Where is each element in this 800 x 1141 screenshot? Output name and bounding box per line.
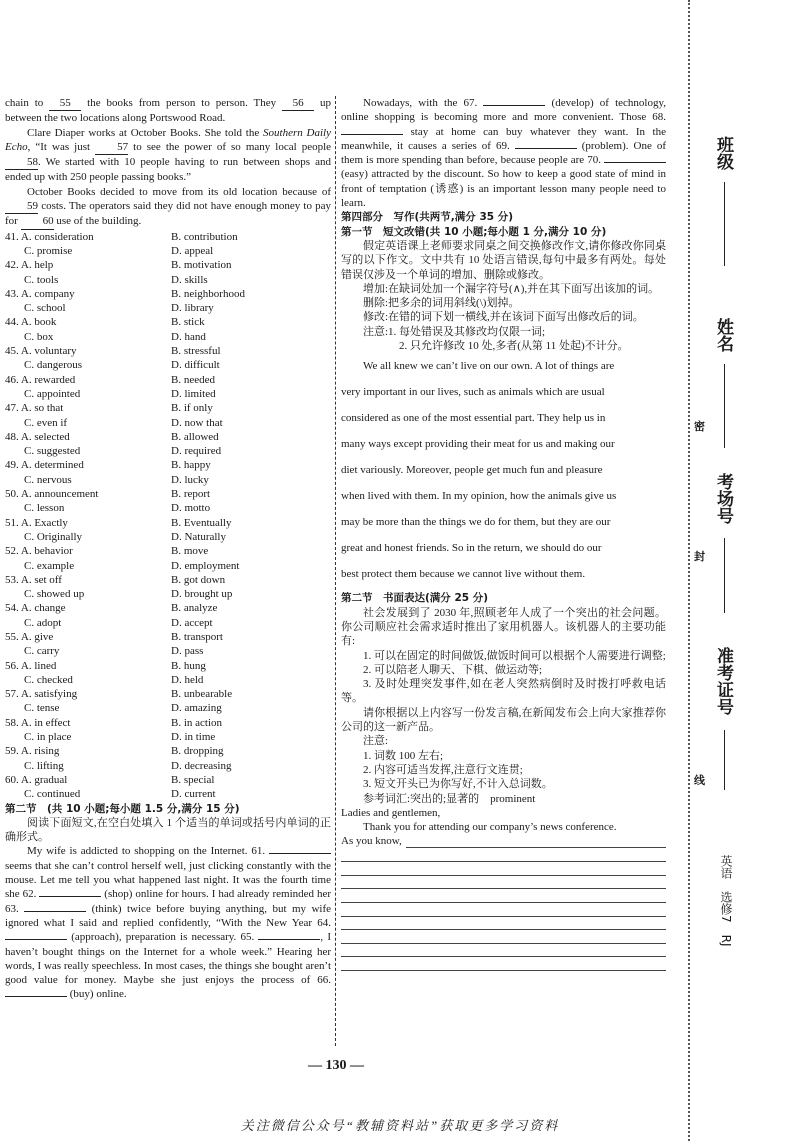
option-group bbox=[5, 230, 331, 259]
answer-option[interactable]: B. dropping bbox=[171, 745, 224, 758]
answer-option[interactable]: 42. A. help bbox=[5, 259, 54, 272]
answer-option[interactable]: D. current bbox=[171, 788, 216, 801]
answer-option[interactable]: D. in time bbox=[171, 731, 216, 744]
answer-option[interactable]: B. got down bbox=[171, 573, 226, 586]
answer-option[interactable]: B. stressful bbox=[171, 345, 221, 358]
blank-64[interactable] bbox=[5, 939, 67, 940]
answer-line[interactable] bbox=[406, 834, 666, 848]
binding-dotted-line bbox=[688, 0, 690, 1141]
answer-option[interactable]: 60. A. gradual bbox=[5, 773, 68, 786]
writing-point-2: 2. 可以陪老人聊天、下棋、做运动等; bbox=[363, 663, 543, 676]
blank-60[interactable]: 60 bbox=[21, 214, 54, 229]
answer-option[interactable]: B. special bbox=[171, 773, 215, 786]
answer-option[interactable]: 43. A. company bbox=[5, 287, 75, 300]
answer-option[interactable]: C. lesson bbox=[24, 502, 65, 515]
essay-line[interactable]: may be more than the things we do for them, but they are our bbox=[341, 516, 611, 529]
error-correction-note-1: 注意:1. 每处错误及其修改均仅限一词; bbox=[363, 325, 546, 338]
answer-option[interactable]: B. happy bbox=[171, 459, 211, 472]
class-label: 班级 bbox=[713, 136, 733, 170]
section-2-heading: 第二节 (共 10 小题;每小题 1.5 分,满分 15 分) bbox=[5, 802, 240, 815]
answer-option[interactable]: D. decreasing bbox=[171, 759, 232, 772]
option-group bbox=[5, 401, 331, 430]
answer-option[interactable]: D. required bbox=[171, 445, 222, 458]
blank-58[interactable]: 58 bbox=[5, 155, 38, 170]
answer-option[interactable]: B. contribution bbox=[171, 230, 238, 243]
section-2-instructions: 阅读下面短文,在空白处填入 1 个适当的单词或括号内单词的正确形式。 bbox=[5, 816, 331, 844]
answer-option[interactable]: D. brought up bbox=[171, 588, 233, 601]
answer-option[interactable]: C. example bbox=[24, 559, 75, 572]
essay-line[interactable]: when lived with them. In my opinion, how the animals give us bbox=[341, 490, 617, 503]
answer-option[interactable]: B. Eventually bbox=[171, 516, 232, 529]
answer-option[interactable]: C. nervous bbox=[24, 473, 72, 486]
answer-option[interactable]: 45. A. voluntary bbox=[5, 345, 77, 358]
answer-option[interactable]: C. checked bbox=[24, 673, 73, 686]
answer-option[interactable]: B. needed bbox=[171, 373, 215, 386]
option-group bbox=[5, 373, 331, 402]
writing-notice-2: 2. 内容可适当发挥,注意行文连贯; bbox=[363, 763, 523, 776]
blank-57[interactable]: 57 bbox=[95, 140, 128, 155]
answer-option[interactable]: C. carry bbox=[24, 645, 60, 658]
error-correction-instruction-2: 增加:在缺词处加一个漏字符号(∧),并在其下面写出该加的词。 bbox=[363, 282, 660, 295]
answer-option[interactable]: 49. A. determined bbox=[5, 459, 84, 472]
answer-option[interactable]: B. neighborhood bbox=[171, 287, 245, 300]
cloze-options bbox=[5, 230, 331, 802]
blank-59[interactable]: 59 bbox=[5, 199, 38, 214]
blank-65[interactable] bbox=[258, 939, 320, 940]
seal-mark-xian: 线 bbox=[694, 774, 705, 787]
writing-point-3: 3. 及时处理突发事件,如在老人突然病倒时及时拨打呼救电话等。 bbox=[341, 678, 666, 705]
option-group bbox=[5, 573, 331, 602]
answer-option[interactable]: C. appointed bbox=[24, 387, 81, 400]
answer-line[interactable] bbox=[341, 876, 666, 890]
exam-room-label: 考场号 bbox=[713, 473, 733, 524]
ticket-number-field[interactable] bbox=[724, 730, 725, 790]
answer-line[interactable] bbox=[341, 849, 666, 863]
error-correction-instruction-3: 删除:把多余的词用斜线(\)划掉。 bbox=[363, 297, 520, 310]
answer-option[interactable]: C. lifting bbox=[24, 759, 64, 772]
option-group bbox=[5, 716, 331, 745]
writing-notice-label: 注意: bbox=[363, 735, 389, 748]
footer-note: 关注微信公众号“教辅资料站”获取更多学习资料 bbox=[240, 1118, 560, 1133]
cloze-paragraph-1: chain to 55 the books from person to person. They 56 up between the two locations along Portswood Road. bbox=[5, 97, 331, 125]
answer-option[interactable]: 44. A. book bbox=[5, 316, 57, 329]
cloze-paragraph-3: October Books decided to move from its old location because of 59 costs. The operators said they did not have enough money to pay for 60 use of the building. bbox=[5, 185, 331, 230]
option-group bbox=[5, 315, 331, 344]
blank-67[interactable] bbox=[483, 105, 545, 106]
ticket-number-label: 准考证号 bbox=[713, 647, 733, 715]
page-number: — 130 — bbox=[308, 1058, 364, 1073]
seal-mark-feng: 封 bbox=[694, 550, 705, 563]
option-group bbox=[5, 430, 331, 459]
answer-option[interactable]: 51. A. Exactly bbox=[5, 516, 68, 529]
answer-option[interactable]: D. accept bbox=[171, 616, 213, 629]
blank-63[interactable] bbox=[24, 911, 86, 912]
right-column bbox=[341, 96, 666, 971]
answer-option[interactable]: C. continued bbox=[24, 788, 81, 801]
option-group bbox=[5, 659, 331, 688]
writing-notice-3: 3. 短文开头已为你写好,不计入总词数。 bbox=[363, 778, 553, 791]
answer-line[interactable] bbox=[341, 944, 666, 958]
answer-option[interactable]: C. dangerous bbox=[24, 359, 83, 372]
grammar-passage-continued: Nowadays, with the 67. (develop) of technology, online shopping is becoming more and more convenient. Those 68. stay at home can buy whatever they want. In the meanwhile, it causes a series of 69. (problem). One of them is more spending than before, because people are 70. (easy) attracted by the discount. So how to keep a good state of mind in front of temptation (诱惑) is an important lesson many people need to learn. bbox=[341, 97, 667, 210]
essay-line[interactable]: many ways except providing their meat for us and making our bbox=[341, 438, 615, 451]
answer-first-line bbox=[341, 834, 666, 848]
answer-line[interactable] bbox=[341, 930, 666, 944]
error-correction-note-2: 2. 只允许修改 10 处,多者(从第 11 处起)不计分。 bbox=[399, 340, 629, 353]
answer-option[interactable]: 47. A. so that bbox=[5, 402, 64, 415]
answer-option[interactable]: B. hung bbox=[171, 659, 206, 672]
blank-62[interactable] bbox=[39, 896, 101, 897]
answer-line[interactable] bbox=[341, 903, 666, 917]
answer-option[interactable]: D. held bbox=[171, 673, 204, 686]
answer-option[interactable]: C. promise bbox=[24, 244, 73, 257]
writing-task: 请你根据以上内容写一份发言稿,在新闻发布会上向大家推荐你公司的这一新产品。 bbox=[341, 706, 666, 734]
opening-sentence: Thank you for attending our company’s news conference. bbox=[363, 821, 617, 834]
salutation: Ladies and gentlemen, bbox=[341, 806, 441, 819]
essay-line[interactable]: considered as one of the most essential part. They help us in bbox=[341, 412, 606, 425]
answer-option[interactable]: B. report bbox=[171, 488, 211, 501]
answer-option[interactable]: D. appeal bbox=[171, 244, 214, 257]
answer-option[interactable]: B. analyze bbox=[171, 602, 218, 615]
answer-option[interactable]: C. adopt bbox=[24, 616, 62, 629]
answer-line[interactable] bbox=[341, 917, 666, 931]
blank-69[interactable] bbox=[515, 148, 577, 149]
option-group bbox=[5, 487, 331, 516]
error-correction-heading: 第一节 短文改错(共 10 小题;每小题 1 分,满分 10 分) bbox=[341, 225, 607, 238]
answer-option[interactable]: 46. A. rewarded bbox=[5, 373, 76, 386]
option-group bbox=[5, 287, 331, 316]
option-group bbox=[5, 258, 331, 287]
seal-mark-mi: 密 bbox=[694, 420, 705, 433]
essay-line[interactable]: very important in our lives, such as animals which are usual bbox=[341, 386, 605, 399]
writing-prompt: 社会发展到了 2030 年,照顾老年人成了一个突出的社会问题。你公司顺应社会需求适时推出了家用机器人。该机器人的主要功能有: bbox=[341, 606, 666, 648]
answer-option[interactable]: D. now that bbox=[171, 416, 223, 429]
answer-option[interactable]: B. unbearable bbox=[171, 688, 233, 701]
answer-option[interactable]: 53. A. set off bbox=[5, 573, 62, 586]
option-group bbox=[5, 687, 331, 716]
left-column bbox=[5, 96, 331, 1002]
option-group bbox=[5, 630, 331, 659]
answer-line[interactable] bbox=[341, 957, 666, 971]
answer-option[interactable]: B. motivation bbox=[171, 259, 232, 272]
option-group bbox=[5, 601, 331, 630]
answer-option[interactable]: C. tense bbox=[24, 702, 60, 715]
answer-option[interactable]: 59. A. rising bbox=[5, 745, 60, 758]
error-correction-essay bbox=[341, 353, 666, 587]
answer-option[interactable]: 54. A. change bbox=[5, 602, 66, 615]
answer-option[interactable]: 57. A. satisfying bbox=[5, 688, 78, 701]
cloze-paragraph-2: Clare Diaper works at October Books. She told the Southern Daily Echo, “It was just 57 to see the power of so many local people 58. We started with 10 people having to run between shops and ended up with 250 people passing books.” bbox=[5, 126, 332, 184]
answer-option[interactable]: C. in place bbox=[24, 731, 72, 744]
writing-vocabulary: 参考词汇:突出的;显著的 prominent bbox=[363, 792, 536, 805]
answer-option[interactable]: D. skills bbox=[171, 273, 208, 286]
blank-70[interactable] bbox=[604, 162, 666, 163]
newspaper-name: Southern Daily Echo bbox=[5, 126, 331, 153]
blank-61[interactable] bbox=[269, 853, 331, 854]
essay-line[interactable]: great and honest friends. So in the return, we should do our bbox=[341, 542, 602, 555]
writing-point-1: 1. 可以在固定的时间做饭,做饭时间可以根据个人需要进行调整; bbox=[363, 649, 666, 662]
subject-label: 英语 选修7 RJ bbox=[719, 855, 733, 947]
answer-option[interactable]: B. move bbox=[171, 545, 209, 558]
answer-option[interactable]: B. in action bbox=[171, 716, 223, 729]
blank-68[interactable] bbox=[341, 134, 403, 135]
grammar-passage: My wife is addicted to shopping on the Internet. 61. seems that she can’t control herself well, just clicking constantly with the mouse. Let me tell you what happened last night. It was the fourth time she 62. (shop) online for hours. I had already reminded her 63. (think) twice before buying anything, but my wife ignored what I said and replied confidently, “With the New Year 64. (approach), preparation is necessary. 65. , I haven’t bought things on the Internet for a whole week.” Hearing her words, I was really speechless. In most cases, the things she bought aren’t good value for money. Maybe she just enjoys the process of 66. (buy) online. bbox=[5, 845, 332, 1001]
answer-option[interactable]: C. suggested bbox=[24, 445, 81, 458]
answer-area[interactable] bbox=[341, 849, 666, 971]
as-you-know: As you know, bbox=[341, 835, 402, 848]
part-4-heading: 第四部分 写作(共两节,满分 35 分) bbox=[341, 211, 514, 224]
class-field[interactable] bbox=[724, 182, 725, 266]
option-group bbox=[5, 544, 331, 573]
answer-option[interactable]: D. pass bbox=[171, 645, 204, 658]
answer-line[interactable] bbox=[341, 862, 666, 876]
option-group bbox=[5, 516, 331, 545]
answer-option[interactable]: D. Naturally bbox=[171, 530, 226, 543]
answer-option[interactable]: 52. A. behavior bbox=[5, 545, 73, 558]
option-group bbox=[5, 744, 331, 773]
answer-option[interactable]: C. showed up bbox=[24, 588, 85, 601]
answer-option[interactable]: 41. A. consideration bbox=[5, 230, 94, 243]
blank-66[interactable] bbox=[5, 996, 67, 997]
exam-room-field[interactable] bbox=[724, 538, 725, 613]
name-field[interactable] bbox=[724, 364, 725, 448]
answer-line[interactable] bbox=[341, 889, 666, 903]
option-group bbox=[5, 458, 331, 487]
answer-option[interactable]: B. transport bbox=[171, 630, 223, 643]
column-divider bbox=[335, 96, 336, 1046]
name-label: 姓名 bbox=[713, 318, 733, 352]
writing-notice-1: 1. 词数 100 左右; bbox=[363, 749, 444, 762]
answer-option[interactable]: C. box bbox=[24, 330, 54, 343]
answer-option[interactable]: D. difficult bbox=[171, 359, 220, 372]
answer-option[interactable]: D. lucky bbox=[171, 473, 209, 486]
answer-option[interactable]: D. employment bbox=[171, 559, 240, 572]
blank-56[interactable]: 56 bbox=[282, 96, 314, 111]
essay-line[interactable]: We all knew we can’t live on our own. A lot of things are bbox=[363, 360, 615, 373]
answer-option[interactable]: B. if only bbox=[171, 402, 213, 415]
answer-option[interactable]: B. allowed bbox=[171, 430, 219, 443]
answer-option[interactable]: D. motto bbox=[171, 502, 211, 515]
essay-line[interactable]: diet variously. Moreover, people get much fun and pleasure bbox=[341, 464, 603, 477]
option-group bbox=[5, 773, 331, 802]
answer-option[interactable]: 55. A. give bbox=[5, 630, 54, 643]
option-group bbox=[5, 344, 331, 373]
answer-option[interactable]: C. Originally bbox=[24, 530, 83, 543]
blank-55[interactable]: 55 bbox=[49, 96, 81, 111]
answer-option[interactable]: C. tools bbox=[24, 273, 59, 286]
error-correction-instruction-1: 假定英语课上老师要求同桌之间交换修改作文,请你修改你同桌写的以下作文。文中共有 10 处语言错误,每句中最多有两处。每处错误仅涉及一个单词的增加、删除或修改。 bbox=[341, 239, 666, 281]
answer-option[interactable]: B. stick bbox=[171, 316, 205, 329]
answer-option[interactable]: C. school bbox=[24, 302, 66, 315]
answer-option[interactable]: D. hand bbox=[171, 330, 206, 343]
answer-option[interactable]: C. even if bbox=[24, 416, 68, 429]
essay-line[interactable]: best protect them because we cannot live without them. bbox=[341, 568, 586, 581]
answer-option[interactable]: D. amazing bbox=[171, 702, 222, 715]
answer-option[interactable]: 56. A. lined bbox=[5, 659, 57, 672]
writing-heading: 第二节 书面表达(满分 25 分) bbox=[341, 592, 489, 605]
error-correction-instruction-4: 修改:在错的词下划一横线,并在该词下面写出修改后的词。 bbox=[363, 311, 644, 324]
answer-option[interactable]: 48. A. selected bbox=[5, 430, 70, 443]
answer-option[interactable]: D. limited bbox=[171, 387, 216, 400]
answer-option[interactable]: 58. A. in effect bbox=[5, 716, 71, 729]
answer-option[interactable]: D. library bbox=[171, 302, 214, 315]
answer-option[interactable]: 50. A. announcement bbox=[5, 488, 99, 501]
